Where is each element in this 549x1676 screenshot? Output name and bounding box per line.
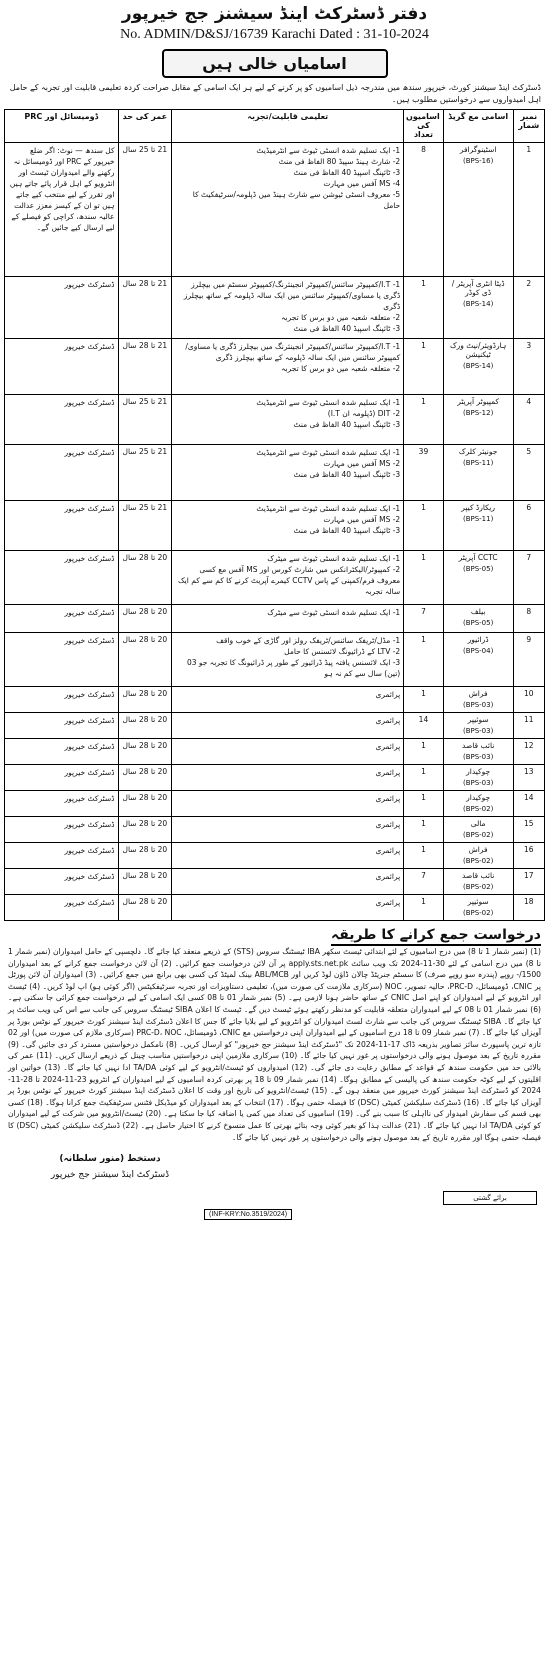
post-grade: (BPS-02): [462, 883, 494, 891]
header-post: اسامی مع گریڈ: [443, 110, 513, 143]
post-grade: (BPS-03): [462, 779, 494, 787]
row-count: 1: [404, 739, 444, 765]
row-post: [443, 687, 513, 713]
row-post: [443, 605, 513, 633]
row-count: 8: [404, 143, 444, 277]
row-age: 21 تا 25 سال: [118, 445, 172, 501]
row-age: 20 تا 28 سال: [118, 895, 172, 921]
table-row: [5, 895, 545, 921]
qualification-line: 1- ایک تسلیم شدہ انسٹی ٹیوٹ سے انٹرمیڈیٹ: [256, 146, 401, 155]
row-sno: 1: [513, 143, 544, 277]
qualification-line: 3- ٹائپنگ اسپیڈ 40 الفاظ فی منٹ: [293, 420, 401, 429]
post-name: مالی: [470, 819, 486, 828]
header-age: عمر کی حد: [118, 110, 172, 143]
procedure-text: (1) (نمبر شمار 1 تا 8) میں درج اسامیوں کے لئے ابتدائی ٹیسٹ سکھر IBA ٹیسٹنگ سروس (STS) کے ذریعے منعقد کیا جائے گا۔ دلچسپی کے حامل امیدواران (نمبر شمار 1 تا 8) میں درج اسامی کے لئے 30-11-2024 تک ویب سائٹ apply.sts.net.pk پر آن لائن درخواست جمع کرائیں۔ (2) آن لائن درخواست جمع کرانے کے بعد امیدواران 1500/- روپے (پندرہ سو روپے صرف) کا سسٹم جنریٹڈ چالان ڈاؤن لوڈ کریں اور ABL/MCB بینک لمیٹڈ کی کسی بھی برانچ میں جمع کرائیں۔ (3) امیدواران آن لائن پورٹل پر CNIC، ڈومیسائل، PRC-D، حالیہ تصویر، NOC (سرکاری ملازمت کی صورت میں)، تعلیمی دستاویزات اور تجربہ سرٹیفکیٹس (اگر کوئی ہو) اپ لوڈ کریں۔ (4) ٹیسٹ اور انٹرویو کے لیے امیدواران کو اپنے اصل CNIC کے ساتھ حاضر ہونا لازمی ہے۔ (5) نمبر شمار 01 تا 08 کسی ایک اسامی کے لیے درخواست جمع کرائی جا سکتی ہے۔ (6) نمبر شمار 01 تا 08 کے لیے امیدواران متعلقہ قابلیت کو مدنظر رکھتے ہوئے ٹیسٹ دیں گے۔ ٹیسٹ کا اعلان SIBA ٹیسٹنگ سروس کی جانب سے اس کی ویب سائٹ پر کیا جائے گا۔ SIBA ٹیسٹنگ سروس کی جانب سے شارٹ لسٹ امیدواران کو انٹرویو کے لیے بلایا جائے گا جس کا اعلان ڈسٹرکٹ اینڈ سیشنز کورٹ خیرپور کے نوٹس بورڈ پر آویزاں کیا جائے گا۔ (7) نمبر شمار 09 تا 18 درج اسامیوں کے لیے امیدواران اپنی درخواستیں مع CNIC، ڈومیسائل، PRC-D، NOC (سرکاری ملازم کی صورت میں) اور 02 تازہ ترین پاسپورٹ سائز تصاویر بذریعہ ڈاک 17-11-2024 تک "ڈسٹرکٹ اینڈ سیشنز جج خیرپور" کو ارسال کریں۔ (8) نامکمل درخواستیں مسترد کر دی جائیں گی۔ (9) مقررہ تاریخ کے بعد موصول ہونے والی درخواستوں پر غور نہیں کیا جائے گا۔ (10) سرکاری ملازمین اپنی درخواستیں مناسب چینل کے ذریعے ارسال کریں۔ (11) عمر کی بالائی حد میں حکومت سندھ کے قواعد کے مطابق رعایت دی جائے گی۔ (12) امیدواروں کو ٹیسٹ/انٹرویو کے لیے کوئی TA/DA ادا نہیں کیا جائے گا۔ (13) خواتین اور اقلیتوں کے لیے کوٹہ حکومت سندھ کی پالیسی کے مطابق ہوگا۔ (14) نمبر شمار 09 تا 18 پر بھرتی کردہ اسامیوں کے لیے امیدواران کے انٹرویو 23-11-2024 تا 28-11-2024 کو ڈسٹرکٹ اینڈ سیشنز کورٹ خیرپور میں منعقد ہوں گے۔ (15) ٹیسٹ/انٹرویو کی تاریخ اور وقت کا اعلان ڈسٹرکٹ اینڈ سیشنز کورٹ خیرپور کے نوٹس بورڈ پر آویزاں کیا جائے گا۔ (16) ڈسٹرکٹ سلیکشن کمیٹی (DSC) کا فیصلہ حتمی ہوگا۔ (17) انتخاب کے بعد امیدواران کو میڈیکل فٹنس سرٹیفکیٹ جمع کرانا ہوگا۔ (18) کسی بھی قسم کی سفارش امیدوار کی نااہلی کا سبب بنے گی۔ (19) اسامیوں کی تعداد میں کمی یا اضافہ کیا جا سکتا ہے۔ (20) ٹیسٹ/انٹرویو میں شرکت کے لیے امیدواران کو کوئی TA/DA ادا نہیں کیا جائے گا۔ (21) عدالت ہذا کو بغیر کوئی وجہ بتائے بھرتی کا عمل منسوخ کرنے کا اختیار حاصل ہے۔ (22) ڈسٹرکٹ سلیکشن کمیٹی (DSC) کا فیصلہ حتمی ہوگا اور مقررہ تاریخ کے بعد موصول ہونے والی درخواستوں پر غور نہیں کیا جائے گا۔: [8, 947, 541, 1142]
row-sno: 6: [513, 501, 544, 551]
row-post: [443, 817, 513, 843]
row-count: 39: [404, 445, 444, 501]
signature-label: دستخط (منور سلطانہ): [59, 1154, 161, 1165]
qualification-line: 1- ایک تسلیم شدہ انسٹی ٹیوٹ سے انٹرمیڈیٹ: [256, 398, 401, 407]
header-sno: نمبر شمار: [513, 110, 544, 143]
post-name: کمپیوٹر آپریٹر: [457, 397, 499, 406]
row-qualification: [172, 817, 404, 843]
qualification-line: 1- ایک تسلیم شدہ انسٹی ٹیوٹ سے میٹرک: [267, 608, 401, 617]
row-qualification: [172, 339, 404, 395]
table-row: [5, 713, 545, 739]
qualification-line: 2- MS آفس میں مہارت: [323, 459, 401, 468]
row-count: 14: [404, 713, 444, 739]
domicile-text: کل سندھ — نوٹ: اگر ضلع خیرپور کے PRC اور ڈومیسائل نہ رکھنے والے امیدواران ٹیسٹ اور انٹرویو کے اہل قرار پائے جاتے ہیں اور تقرر کے لیے منتخب کیے جاتے ہیں تو ان کے کیسز معزز عدالت عالیہ سندھ، کراچی کو فیصلے کے لیے ارسال کیے جائیں گے۔: [9, 146, 115, 232]
row-sno: 3: [513, 339, 544, 395]
row-post: [443, 869, 513, 895]
table-row: [5, 501, 545, 551]
office-title: دفتر ڈسٹرکٹ اینڈ سیشنز جج خیرپور: [121, 4, 428, 24]
post-name: فراش: [468, 845, 488, 854]
row-sno: 16: [513, 843, 544, 869]
row-post: [443, 501, 513, 551]
table-row: [5, 551, 545, 605]
row-domicile: [5, 143, 119, 277]
post-grade: (BPS-12): [462, 409, 494, 417]
row-qualification: [172, 895, 404, 921]
row-sno: 9: [513, 633, 544, 687]
row-count: 1: [404, 277, 444, 339]
qualification-line: 1- I.T/کمپیوٹر سائنس/کمپیوٹر انجینئرنگ/کمپیوٹر سسٹم میں بیچلرز ڈگری یا مساوی/کمپیوٹر سائنس میں ایک سالہ ڈپلومہ کے ساتھ بیچلرز ڈگری: [183, 280, 401, 311]
row-age: 21 تا 28 سال: [118, 277, 172, 339]
post-name: ڈرائیور: [467, 635, 489, 644]
row-domicile: [5, 339, 119, 395]
post-grade: (BPS-05): [462, 619, 494, 627]
row-count: 1: [404, 633, 444, 687]
post-grade: (BPS-03): [462, 727, 494, 735]
row-count: 1: [404, 395, 444, 445]
row-age: 20 تا 28 سال: [118, 843, 172, 869]
row-age: 20 تا 28 سال: [118, 765, 172, 791]
row-sno: 17: [513, 869, 544, 895]
post-grade: (BPS-02): [462, 831, 494, 839]
post-grade: (BPS-05): [462, 565, 494, 573]
row-qualification: [172, 791, 404, 817]
post-name: چوکیدار: [466, 793, 491, 802]
table-row: [5, 605, 545, 633]
row-sno: 12: [513, 739, 544, 765]
qualification-line: پرائمری: [375, 872, 401, 881]
post-grade: (BPS-02): [462, 857, 494, 865]
qualification-line: پرائمری: [375, 716, 401, 725]
row-post: [443, 143, 513, 277]
table-row: [5, 739, 545, 765]
post-name: ہارڈویئر/نیٹ ورک ٹیکنیشن: [449, 341, 507, 359]
table-body: [5, 143, 545, 921]
qualification-line: 1- ایک تسلیم شدہ انسٹی ٹیوٹ سے انٹرمیڈیٹ: [256, 448, 401, 457]
row-age: 21 تا 28 سال: [118, 339, 172, 395]
table-row: [5, 277, 545, 339]
row-post: [443, 551, 513, 605]
row-domicile: [5, 713, 119, 739]
qualification-line: 3- ٹائپنگ اسپیڈ 40 الفاظ فی منٹ: [293, 470, 401, 479]
row-qualification: [172, 143, 404, 277]
qualification-line: 2- کمپیوٹر/الیکٹرانکس میں شارٹ کورس اور MS آفس مع کسی معروف فرم/کمپنی کے پاس CCTV کیمرے آپریٹ کرنے کا کم سے کم ایک سالہ تجربہ: [177, 565, 401, 596]
qualification-line: 3- ٹائپنگ اسپیڈ 40 الفاظ فی منٹ: [293, 526, 401, 535]
domicile-text: ڈسٹرکٹ خیرپور: [64, 280, 115, 289]
qualification-line: 2- متعلقہ شعبہ میں دو برس کا تجربہ: [281, 364, 401, 373]
table-row: [5, 765, 545, 791]
advertisement-page: [4, 4, 545, 1225]
post-name: نائب قاصد: [461, 741, 495, 750]
row-sno: 5: [513, 445, 544, 501]
domicile-text: ڈسٹرکٹ خیرپور: [64, 742, 115, 751]
vacancies-table: [4, 109, 545, 921]
row-age: 20 تا 28 سال: [118, 869, 172, 895]
row-qualification: [172, 843, 404, 869]
header-qualification: تعلیمی قابلیت/تجربہ: [172, 110, 404, 143]
post-grade: (BPS-04): [462, 647, 494, 655]
domicile-text: ڈسٹرکٹ خیرپور: [64, 768, 115, 777]
row-qualification: [172, 551, 404, 605]
row-post: [443, 445, 513, 501]
row-count: 1: [404, 843, 444, 869]
row-age: 20 تا 28 سال: [118, 687, 172, 713]
post-grade: (BPS-03): [462, 701, 494, 709]
row-sno: 4: [513, 395, 544, 445]
row-sno: 7: [513, 551, 544, 605]
table-row: [5, 817, 545, 843]
qualification-line: 1- ایک تسلیم شدہ انسٹی ٹیوٹ سے انٹرمیڈیٹ: [256, 504, 401, 513]
row-post: [443, 633, 513, 687]
row-count: 7: [404, 605, 444, 633]
domicile-text: ڈسٹرکٹ خیرپور: [64, 872, 115, 881]
procedure-title: [4, 927, 541, 943]
post-name: جونیئر کلرک: [458, 447, 498, 456]
row-sno: 18: [513, 895, 544, 921]
post-name: سوئیپر: [467, 897, 489, 906]
row-age: 21 تا 25 سال: [118, 395, 172, 445]
row-domicile: [5, 277, 119, 339]
row-domicile: [5, 687, 119, 713]
procedure-title-text: درخواست جمع کرانے کا طریقہ: [331, 927, 541, 946]
qualification-line: 3- ٹائپنگ اسپیڈ 40 الفاظ فی منٹ: [293, 324, 401, 333]
row-domicile: [5, 501, 119, 551]
row-domicile: [5, 869, 119, 895]
row-age: 20 تا 28 سال: [118, 551, 172, 605]
domicile-text: ڈسٹرکٹ خیرپور: [64, 448, 115, 457]
post-name: فراش: [468, 689, 488, 698]
row-domicile: [5, 843, 119, 869]
row-domicile: [5, 605, 119, 633]
domicile-text: ڈسٹرکٹ خیرپور: [64, 794, 115, 803]
domicile-text: ڈسٹرکٹ خیرپور: [64, 608, 115, 617]
post-name: اسٹینوگرافر: [459, 145, 497, 154]
table-row: [5, 339, 545, 395]
post-grade: (BPS-14): [462, 300, 494, 308]
qualification-line: 2- MS آفس میں مہارت: [323, 515, 401, 524]
row-post: [443, 843, 513, 869]
qualification-line: پرائمری: [375, 820, 401, 829]
table-row: [5, 143, 545, 277]
row-count: 1: [404, 551, 444, 605]
row-count: 1: [404, 339, 444, 395]
row-age: 21 تا 25 سال: [118, 501, 172, 551]
row-domicile: [5, 739, 119, 765]
qualification-line: 2- شارٹ ہینڈ سپیڈ 80 الفاظ فی منٹ: [278, 157, 401, 166]
qualification-line: 3- ٹائپنگ اسپیڈ 40 الفاظ فی منٹ: [293, 168, 401, 177]
post-grade: (BPS-02): [462, 805, 494, 813]
row-sno: 2: [513, 277, 544, 339]
row-qualification: [172, 605, 404, 633]
qualification-line: پرائمری: [375, 742, 401, 751]
table-row: [5, 687, 545, 713]
footer: [4, 1147, 545, 1225]
row-qualification: [172, 633, 404, 687]
intro-paragraph: ڈسٹرکٹ اینڈ سیشنز کورٹ، خیرپور سندھ میں مندرجہ ذیل اسامیوں کو پر کرنے کے لیے ہر ایک اسامی کے مقابل صراحت کردہ تعلیمی قابلیت اور تجربہ کے حامل اہل امیدواروں سے درخواستیں مطلوب ہیں۔: [9, 83, 541, 104]
row-qualification: [172, 687, 404, 713]
row-qualification: [172, 501, 404, 551]
qualification-line: پرائمری: [375, 898, 401, 907]
post-grade: (BPS-03): [462, 753, 494, 761]
row-sno: 11: [513, 713, 544, 739]
row-sno: 13: [513, 765, 544, 791]
post-grade: (BPS-16): [462, 157, 494, 165]
row-count: 1: [404, 687, 444, 713]
qualification-line: 1- ایک تسلیم شدہ انسٹی ٹیوٹ سے میٹرک: [267, 554, 401, 563]
row-age: 21 تا 25 سال: [118, 143, 172, 277]
post-grade: (BPS-11): [462, 459, 494, 467]
post-name: CCTC آپریٹر: [458, 553, 498, 562]
table-row: [5, 445, 545, 501]
row-domicile: [5, 445, 119, 501]
table-row: [5, 791, 545, 817]
row-post: [443, 739, 513, 765]
signature-title: ڈسٹرکٹ اینڈ سیشنز جج خیرپور: [50, 1170, 170, 1181]
post-name: بیلف: [470, 607, 486, 616]
header-count: اسامیوں کی تعداد: [404, 110, 444, 143]
qualification-line: پرائمری: [375, 690, 401, 699]
row-post: [443, 765, 513, 791]
qualification-line: 1- مڈل/ٹریفک سائنس/ٹریفک رولز اور گاڑی کے خوب واقف: [216, 636, 401, 645]
row-domicile: [5, 395, 119, 445]
header-domicile: ڈومیسائل اور PRC: [5, 110, 119, 143]
domicile-text: ڈسٹرکٹ خیرپور: [64, 636, 115, 645]
row-post: [443, 277, 513, 339]
row-sno: 15: [513, 817, 544, 843]
inf-number: (INF-KRY:No.3519/2024): [204, 1209, 292, 1220]
domicile-text: ڈسٹرکٹ خیرپور: [64, 342, 115, 351]
signature-block: [10, 1151, 210, 1183]
row-domicile: [5, 817, 119, 843]
qualification-line: 2- متعلقہ شعبہ میں دو برس کا تجربہ: [281, 313, 401, 322]
qualification-line: 2- DIT (ڈپلومہ ان I.T): [327, 409, 401, 418]
table-row: [5, 395, 545, 445]
row-domicile: [5, 895, 119, 921]
post-name: سوئیپر: [467, 715, 489, 724]
row-count: 1: [404, 765, 444, 791]
domicile-text: ڈسٹرکٹ خیرپور: [64, 898, 115, 907]
qualification-line: 5- معروف انسٹی ٹیوشن سے شارٹ ہینڈ میں ڈپلومہ/سرٹیفکیٹ کا حامل: [192, 190, 401, 210]
row-count: 1: [404, 501, 444, 551]
row-qualification: [172, 765, 404, 791]
row-qualification: [172, 713, 404, 739]
post-grade: (BPS-02): [462, 909, 494, 917]
qualification-line: 4- MS آفس میں مہارت: [323, 179, 401, 188]
row-post: [443, 339, 513, 395]
vacancies-banner: اسامیاں خالی ہیں: [162, 49, 388, 78]
stamp-box: برائے گشتی: [443, 1191, 537, 1205]
domicile-text: ڈسٹرکٹ خیرپور: [64, 690, 115, 699]
qualification-line: 1- I.T/کمپیوٹر سائنس/کمپیوٹر انجینئرنگ میں بیچلرز ڈگری یا مساوی/کمپیوٹر سائنس میں ایک سالہ ڈپلومہ کے ساتھ بیچلرز ڈگری: [185, 342, 401, 362]
row-domicile: [5, 633, 119, 687]
row-age: 20 تا 28 سال: [118, 817, 172, 843]
row-post: [443, 713, 513, 739]
row-count: 1: [404, 895, 444, 921]
table-row: [5, 633, 545, 687]
row-post: [443, 395, 513, 445]
table-row: [5, 869, 545, 895]
post-grade: (BPS-14): [462, 362, 494, 370]
post-name: ڈیٹا انٹری آپریٹر / ڈی کوڈر: [451, 279, 505, 297]
table-row: [5, 843, 545, 869]
domicile-text: ڈسٹرکٹ خیرپور: [64, 820, 115, 829]
row-count: 7: [404, 869, 444, 895]
reference-number: No. ADMIN/D&SJ/16739 Karachi Dated : 31-10-2024: [120, 27, 429, 42]
row-sno: 14: [513, 791, 544, 817]
post-name: نائب قاصد: [461, 871, 495, 880]
row-qualification: [172, 277, 404, 339]
row-age: 20 تا 28 سال: [118, 739, 172, 765]
row-qualification: [172, 869, 404, 895]
domicile-text: ڈسٹرکٹ خیرپور: [64, 716, 115, 725]
row-domicile: [5, 791, 119, 817]
row-sno: 10: [513, 687, 544, 713]
qualification-line: پرائمری: [375, 794, 401, 803]
row-count: 1: [404, 791, 444, 817]
row-age: 20 تا 28 سال: [118, 605, 172, 633]
row-domicile: [5, 551, 119, 605]
row-age: 20 تا 28 سال: [118, 791, 172, 817]
row-qualification: [172, 739, 404, 765]
domicile-text: ڈسٹرکٹ خیرپور: [64, 846, 115, 855]
qualification-line: پرائمری: [375, 846, 401, 855]
domicile-text: ڈسٹرکٹ خیرپور: [64, 398, 115, 407]
row-count: 1: [404, 817, 444, 843]
domicile-text: ڈسٹرکٹ خیرپور: [64, 554, 115, 563]
row-qualification: [172, 445, 404, 501]
row-sno: 8: [513, 605, 544, 633]
post-name: ریکارڈ کیپر: [461, 503, 495, 512]
domicile-text: ڈسٹرکٹ خیرپور: [64, 504, 115, 513]
row-age: 20 تا 28 سال: [118, 633, 172, 687]
post-grade: (BPS-11): [462, 515, 494, 523]
qualification-line: پرائمری: [375, 768, 401, 777]
row-age: 20 تا 28 سال: [118, 713, 172, 739]
row-post: [443, 791, 513, 817]
row-qualification: [172, 395, 404, 445]
qualification-line: 2- LTV کے ڈرائیونگ لائسنس کا حامل: [284, 647, 401, 656]
row-domicile: [5, 765, 119, 791]
qualification-line: 3- ایک لائسنس یافتہ پیڈ ڈرائیور کے طور پر ڈرائیونگ کا تجربہ جو 03 (تین) سال سے کم نہ ہو: [186, 658, 401, 678]
post-name: چوکیدار: [466, 767, 491, 776]
table-header-row: [5, 110, 545, 143]
row-post: [443, 895, 513, 921]
